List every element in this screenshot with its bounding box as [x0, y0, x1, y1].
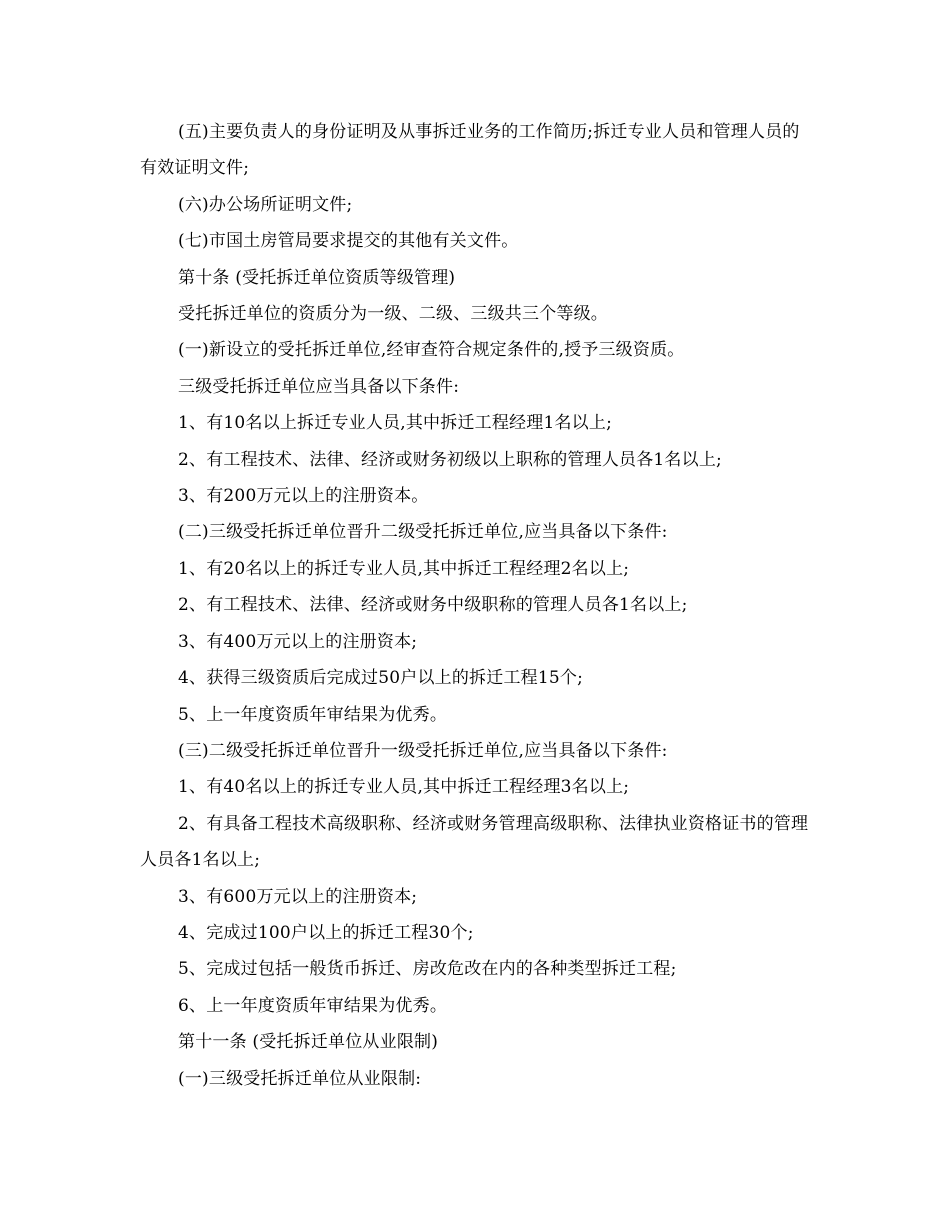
list-item-l1-4: 4、完成过100户以上的拆迁工程30个;: [178, 922, 474, 943]
list-item-l2-4: 4、获得三级资质后完成过50户以上的拆迁工程15个;: [178, 668, 584, 689]
list-item-l2-1: 1、有20名以上的拆迁专业人员,其中拆迁工程经理2名以上;: [178, 558, 630, 579]
article-11-heading: 第十一条 (受托拆迁单位从业限制): [178, 1032, 439, 1053]
list-item-l3-2: 2、有工程技术、法律、经济或财务初级以上职称的管理人员各1名以上;: [178, 449, 722, 470]
list-item-l2-3: 3、有400万元以上的注册资本;: [178, 631, 418, 652]
paragraph-level-3-grant: (一)新设立的受托拆迁单位,经审查符合规定条件的,授予三级资质。: [178, 340, 685, 361]
document-body: [140, 114, 810, 1097]
list-item-l2-2: 2、有工程技术、法律、经济或财务中级职称的管理人员各1名以上;: [178, 595, 688, 616]
paragraph-level-3-conditions: 三级受托拆迁单位应当具备以下条件:: [178, 376, 460, 397]
list-item-l1-2: 2、有具备工程技术高级职称、经济或财务管理高级职称、法律执业资格证书的管理人员各1名以上;: [140, 813, 809, 871]
paragraph-item-5-docs: (五)主要负责人的身份证明及从事拆迁业务的工作简历;拆迁专业人员和管理人员的有效证明文件;: [140, 122, 800, 179]
paragraph-item-6-office: (六)办公场所证明文件;: [178, 194, 353, 215]
list-item-l2-5: 5、上一年度资质年审结果为优秀。: [178, 704, 448, 725]
paragraph-level-3-restrictions: (一)三级受托拆迁单位从业限制:: [178, 1068, 422, 1089]
paragraph-level-2-upgrade: (二)三级受托拆迁单位晋升二级受托拆迁单位,应当具备以下条件:: [178, 522, 668, 543]
list-item-l3-3: 3、有200万元以上的注册资本。: [178, 486, 429, 507]
list-item-l1-6: 6、上一年度资质年审结果为优秀。: [178, 995, 448, 1016]
paragraph-level-1-upgrade: (三)二级受托拆迁单位晋升一级受托拆迁单位,应当具备以下条件:: [178, 740, 668, 761]
paragraph-qualification-levels: 受托拆迁单位的资质分为一级、二级、三级共三个等级。: [178, 304, 608, 325]
list-item-l1-5: 5、完成过包括一般货币拆迁、房改危改在内的各种类型拆迁工程;: [178, 959, 677, 980]
article-10-heading: 第十条 (受托拆迁单位资质等级管理): [178, 267, 456, 288]
list-item-l1-1: 1、有40名以上的拆迁专业人员,其中拆迁工程经理3名以上;: [178, 777, 630, 798]
list-item-l1-3: 3、有600万元以上的注册资本;: [178, 886, 418, 907]
list-item-l3-1: 1、有10名以上拆迁专业人员,其中拆迁工程经理1名以上;: [178, 413, 612, 434]
paragraph-item-7-other-docs: (七)市国土房管局要求提交的其他有关文件。: [178, 231, 519, 252]
